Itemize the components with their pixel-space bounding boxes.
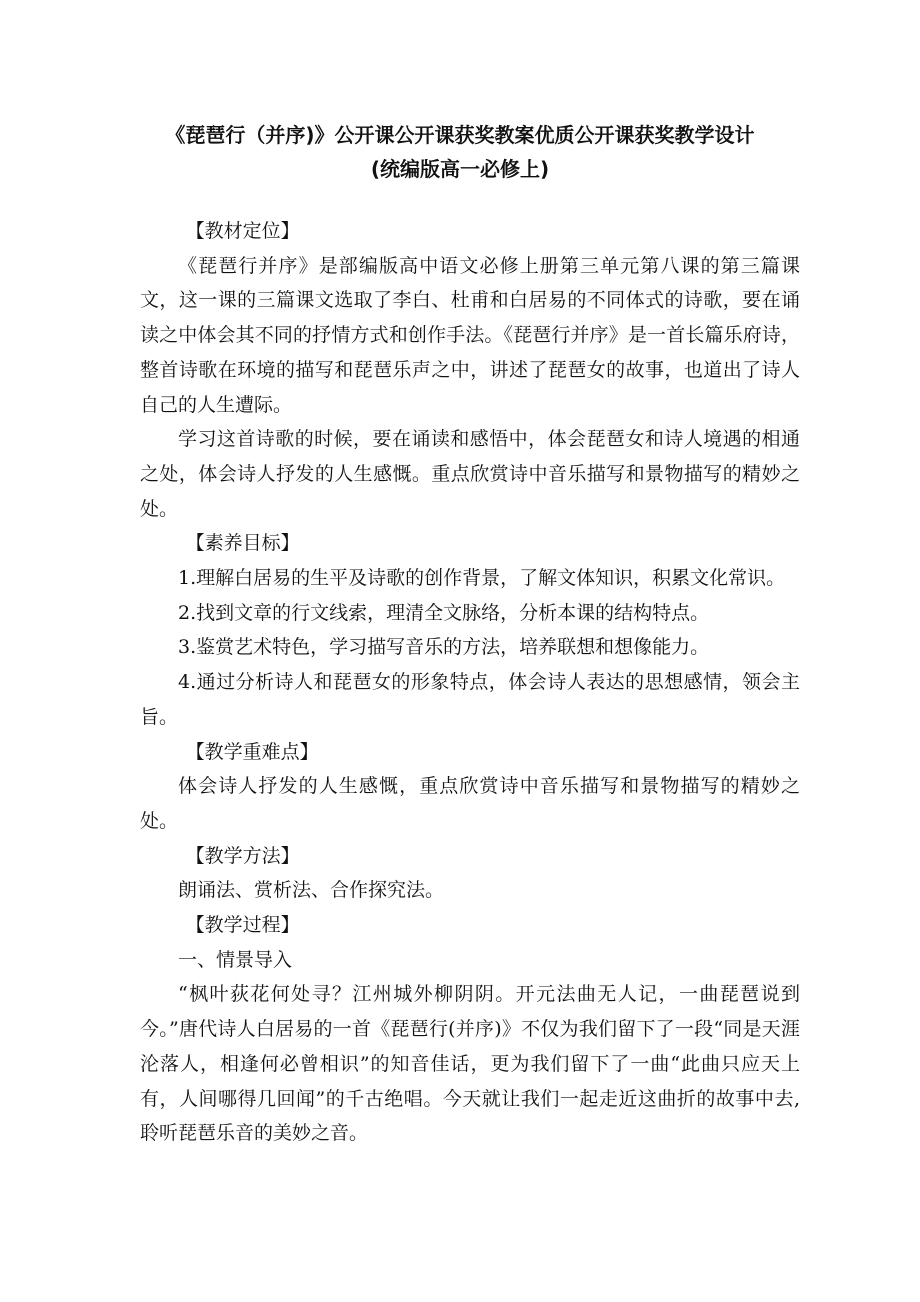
keypoints-paragraph: 体会诗人抒发的人生感慨，重点欣赏诗中音乐描写和景物描写的精妙之处。 xyxy=(140,775,800,832)
goal-item-2: 2.找到文章的行文线索，理清全文脉络，分析本课的结构特点。 xyxy=(178,601,710,624)
goal-item-3: 3.鉴赏艺术特色，学习描写音乐的方法，培养联想和想像能力。 xyxy=(178,636,710,659)
section-heading-methods: 【教学方法】 xyxy=(185,844,300,867)
section-heading-process: 【教学过程】 xyxy=(185,914,300,937)
title-line-2: (统编版高一必修上) xyxy=(370,157,550,181)
textbook-paragraph-1: 《琵琶行并序》是部编版高中语文必修上册第三单元第八课的第三篇课文，这一课的三篇课文选取了李白、杜甫和白居易的不同体式的诗歌，要在诵读之中体会其不同的抒情方式和创作手法。《琵琶行并序》是一首长篇乐府诗，整首诗歌在环境的描写和琵琶乐声之中，讲述了琵琶女的故事，也道出了诗人自己的人生遭际。 xyxy=(140,254,800,416)
process-step-1: 一、情景导入 xyxy=(178,948,293,971)
title-line-1: 《琵琶行（并序)》公开课公开课获奖教案优质公开课获奖教学设计 xyxy=(165,123,755,147)
document-title xyxy=(100,118,820,186)
goal-item-1: 1.理解白居易的生平及诗歌的创作背景，了解文体知识，积累文化常识。 xyxy=(178,567,786,590)
section-heading-textbook: 【教材定位】 xyxy=(185,220,300,242)
section-heading-keypoints: 【教学重难点】 xyxy=(185,740,319,763)
methods-paragraph: 朗诵法、赏析法、合作探究法。 xyxy=(178,879,445,902)
section-heading-goals: 【素养目标】 xyxy=(185,532,300,555)
document-body xyxy=(140,214,800,1151)
process-intro-paragraph: “枫叶荻花何处寻？江州城外柳阴阴。开元法曲无人记，一曲琵琶说到今。”唐代诗人白居易的一首《琵琶行(并序)》不仅为我们留下了一段“同是天涯沦落人，相逢何必曾相识”的知音佳话，更为我们留下了一曲“此曲只应天上有，人间哪得几回闻”的千古绝唱。今天就让我们一起走近这曲折的故事中去,聆听琵琶乐音的美妙之音。 xyxy=(140,983,800,1145)
textbook-paragraph-2: 学习这首诗歌的时候，要在诵读和感悟中，体会琵琶女和诗人境遇的相通之处，体会诗人抒发的人生感慨。重点欣赏诗中音乐描写和景物描写的精妙之处。 xyxy=(140,428,800,520)
goal-item-4: 4.通过分析诗人和琵琶女的形象特点，体会诗人表达的思想感情，领会主旨。 xyxy=(140,671,800,728)
